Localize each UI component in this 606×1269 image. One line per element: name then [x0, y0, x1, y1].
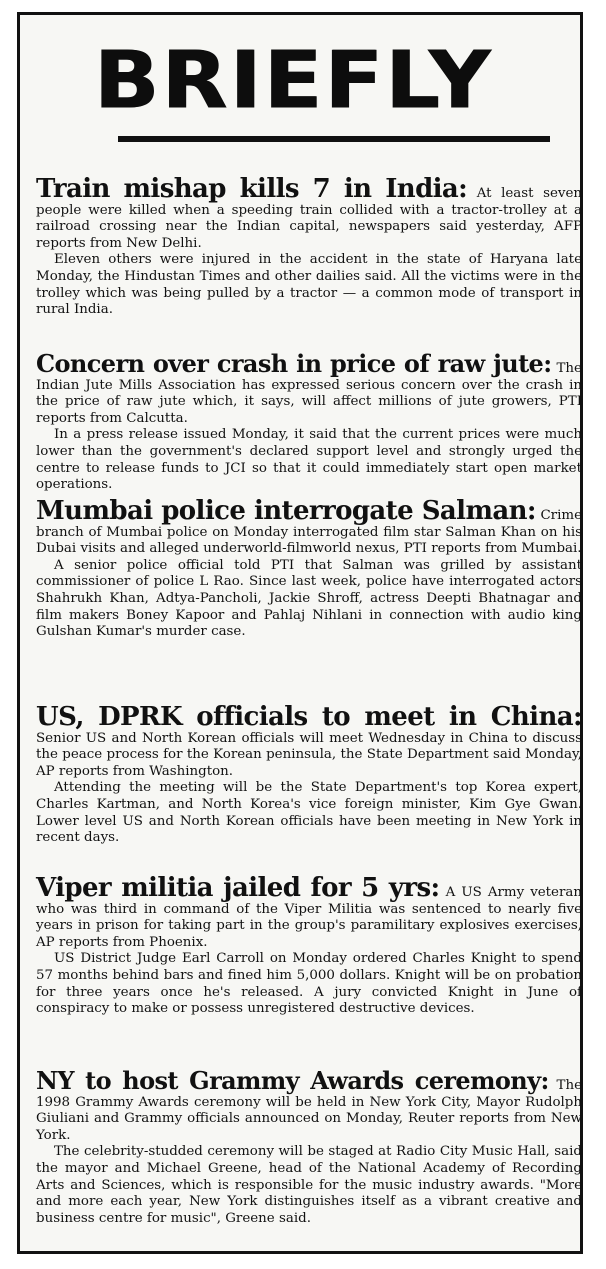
masthead-title: BRIEFLY [93, 35, 493, 127]
story-raw-jute [36, 349, 582, 494]
news-column [17, 12, 583, 1254]
story-viper-militia [36, 873, 582, 1018]
story-headline: NY to host Grammy Awards ceremony: [36, 1066, 549, 1095]
story-body: A senior police official told PTI that Salman was grilled by assistant commissioner of police L Rao. Since last week, police have interrogated actors Shahrukh Khan, Adtya-Pancholi, Jackie Shroff, actress Deepti Bhatnagar and film makers Boney Kapoor and Pahlaj Nihlani in connection with audio king Gulshan Kumar's murder case. [36, 557, 582, 640]
story-lead: The Indian Jute Mills Association has expressed serious concern over the crash in the price of raw jute which, it says, will affect millions of jute growers, PTI reports from Calcutta. [36, 361, 582, 426]
story-headline: Concern over crash in price of raw jute: [36, 349, 552, 378]
story-headline: Train mishap kills 7 in India: [36, 174, 468, 204]
masthead [38, 35, 548, 127]
story-body: Eleven others were injured in the accident in the state of Haryana late Monday, the Hindustan Times and other dailies said. All the victims were in the trolley which was being pulled by a tractor — a common mode of transport in rural India. [36, 252, 582, 318]
story-body: Attending the meeting will be the State Department's top Korea expert, Charles Kartman, and North Korea's vice foreign minister, Kim Gye Gwan. Lower level US and North Korean officials have been meeting in New York in recent days. [36, 780, 582, 846]
story-body: In a press release issued Monday, it said that the current prices were much lower than the government's declared support level and strongly urged the centre to release funds to JCI so that it could immediately start open market operations. [36, 427, 582, 493]
story-lead: A US Army veteran who was third in command of the Viper Militia was sentenced to nearly five years in prison for taking part in the group's paramilitary explosives exercises, AP reports from Phoenix. [36, 885, 582, 950]
story-headline: Viper militia jailed for 5 yrs: [36, 873, 440, 903]
story-grammy-awards [36, 1066, 582, 1227]
story-mumbai-police [36, 496, 582, 641]
masthead-rule [118, 136, 550, 142]
story-lead: Senior US and North Korean officials will meet Wednesday in China to discuss the peace process for the Korean peninsula, the State Department said Monday, AP reports from Washington. [36, 730, 582, 779]
story-lead: Crime branch of Mumbai police on Monday interrogated film star Salman Khan on his Dubai visits and alleged underworld-filmworld nexus, PTI reports from Mumbai. [36, 508, 582, 557]
story-us-dprk [36, 702, 582, 847]
story-headline: US, DPRK officials to meet in China: [36, 702, 582, 732]
story-train-mishap [36, 174, 582, 319]
story-headline: Mumbai police interrogate Salman: [36, 496, 536, 526]
story-body: US District Judge Earl Carroll on Monday ordered Charles Knight to spend 57 months behind bars and fined him 5,000 dollars. Knight will be on probation for three years once he's released. A jury convicted Knight in June of conspiracy to make or possess unregistered destructive devices. [36, 951, 582, 1017]
story-lead: The 1998 Grammy Awards ceremony will be held in New York City, Mayor Rudolph Giuliani and Grammy officials announced on Monday, Reuter reports from New York. [36, 1078, 582, 1143]
story-lead: At least seven people were killed when a speeding train collided with a tractor-trolley at a railroad crossing near the Indian capital, newspapers said yesterday, AFP reports from New Delhi. [36, 186, 582, 251]
story-body: The celebrity-studded ceremony will be staged at Radio City Music Hall, said the mayor and Michael Greene, head of the National Academy of Recording Arts and Sciences, which is responsible for the music industry awards. "More and more each year, New York distinguishes itself as a vibrant creative and business centre for music", Greene said. [36, 1144, 582, 1226]
